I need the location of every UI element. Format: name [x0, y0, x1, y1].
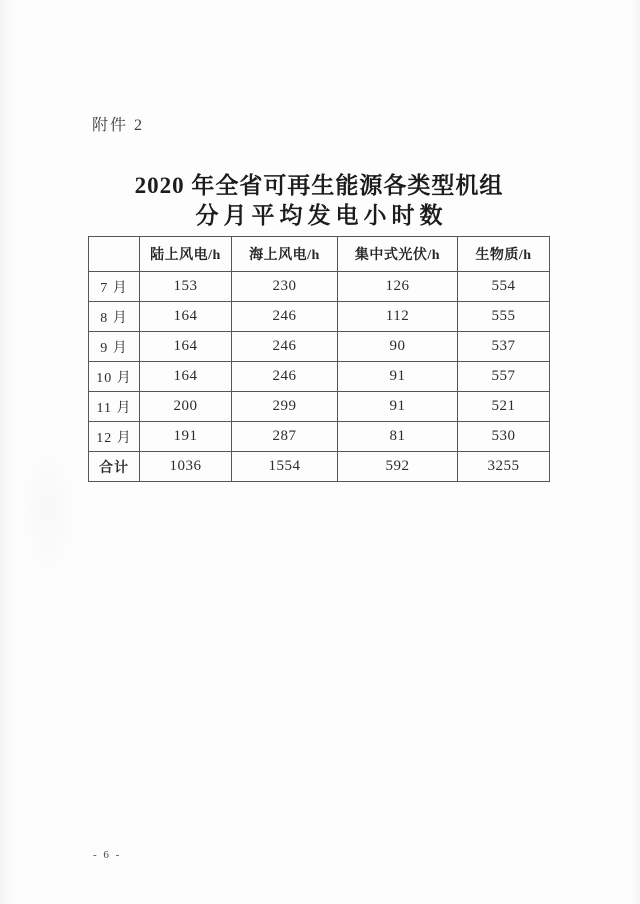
cell-value: 555 — [458, 302, 550, 332]
cell-value: 91 — [338, 362, 458, 392]
cell-value: 81 — [338, 422, 458, 452]
column-header-biomass: 生物质/h — [458, 237, 550, 272]
scan-smudge-artifact — [18, 430, 78, 590]
attachment-label: 附件 2 — [92, 117, 145, 134]
table-row-november — [89, 392, 550, 422]
cell-value: 299 — [232, 392, 338, 422]
scan-edge-artifact-left — [0, 0, 14, 904]
table-row-total — [89, 452, 550, 482]
scan-edge-artifact-right — [630, 0, 640, 904]
row-label: 10 月 — [89, 362, 140, 392]
row-label: 9 月 — [89, 332, 140, 362]
cell-value: 126 — [338, 272, 458, 302]
row-label-total: 合计 — [89, 452, 140, 482]
generation-hours-table — [88, 236, 550, 482]
column-header-offshore-wind: 海上风电/h — [232, 237, 338, 272]
cell-value: 230 — [232, 272, 338, 302]
cell-value: 557 — [458, 362, 550, 392]
cell-value: 164 — [140, 362, 232, 392]
cell-value: 287 — [232, 422, 338, 452]
page-number: - 6 - — [93, 849, 122, 861]
cell-value: 1036 — [140, 452, 232, 482]
column-header-blank — [89, 237, 140, 272]
table-row-august — [89, 302, 550, 332]
cell-value: 90 — [338, 332, 458, 362]
cell-value: 112 — [338, 302, 458, 332]
cell-value: 153 — [140, 272, 232, 302]
cell-value: 91 — [338, 392, 458, 422]
cell-value: 246 — [232, 362, 338, 392]
cell-value: 592 — [338, 452, 458, 482]
table-row-july — [89, 272, 550, 302]
cell-value: 521 — [458, 392, 550, 422]
cell-value: 164 — [140, 332, 232, 362]
table-row-september — [89, 332, 550, 362]
row-label: 11 月 — [89, 392, 140, 422]
table-header-row — [89, 237, 550, 272]
cell-value: 191 — [140, 422, 232, 452]
cell-value: 200 — [140, 392, 232, 422]
cell-value: 530 — [458, 422, 550, 452]
cell-value: 246 — [232, 332, 338, 362]
row-label: 12 月 — [89, 422, 140, 452]
column-header-centralized-pv: 集中式光伏/h — [338, 237, 458, 272]
document-title — [86, 171, 552, 230]
column-header-onshore-wind: 陆上风电/h — [140, 237, 232, 272]
table-row-october — [89, 362, 550, 392]
row-label: 8 月 — [89, 302, 140, 332]
cell-value: 3255 — [458, 452, 550, 482]
document-title-line2: 分月平均发电小时数 — [195, 203, 448, 228]
document-title-line1: 2020 年全省可再生能源各类型机组 — [134, 173, 504, 198]
cell-value: 246 — [232, 302, 338, 332]
cell-value: 1554 — [232, 452, 338, 482]
row-label: 7 月 — [89, 272, 140, 302]
cell-value: 554 — [458, 272, 550, 302]
cell-value: 537 — [458, 332, 550, 362]
table-row-december — [89, 422, 550, 452]
cell-value: 164 — [140, 302, 232, 332]
